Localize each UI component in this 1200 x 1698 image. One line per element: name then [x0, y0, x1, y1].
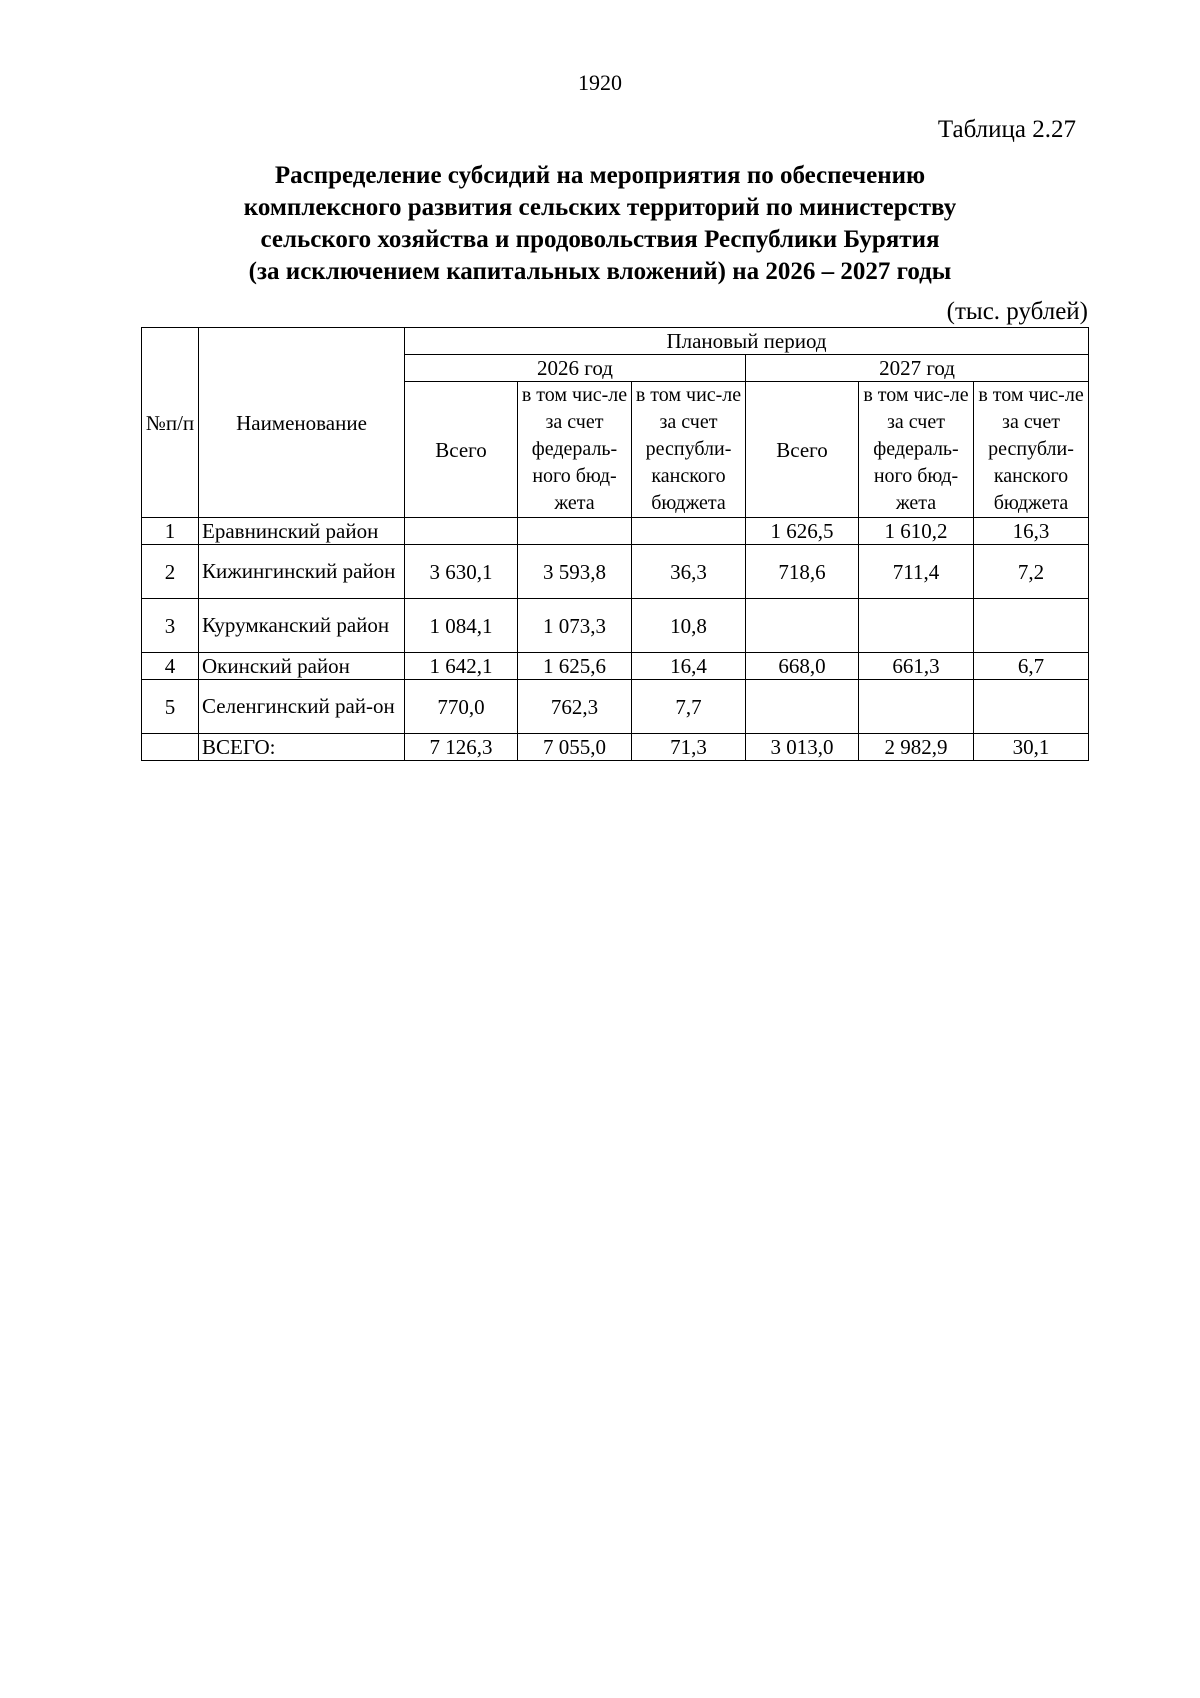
row-num: 5 [142, 680, 199, 734]
table-row [142, 680, 1089, 734]
cell-2027-republic: 7,2 [974, 545, 1089, 599]
cell-2027-republic [974, 680, 1089, 734]
cell-2027-total [746, 680, 859, 734]
cell-2026-federal: 3 593,8 [518, 545, 632, 599]
cell-2026-republic: 71,3 [632, 734, 746, 761]
table-row [142, 599, 1089, 653]
title-line: Распределение субсидий на мероприятия по обеспечению [274, 162, 926, 189]
row-num: 4 [142, 653, 199, 680]
cell-2027-total: 668,0 [746, 653, 859, 680]
total-row [142, 734, 1089, 761]
cell-2026-federal: 1 073,3 [518, 599, 632, 653]
cell-2026-republic: 10,8 [632, 599, 746, 653]
cell-2027-total: 718,6 [746, 545, 859, 599]
row-num: 1 [142, 518, 199, 545]
header-2027-federal: в том чис-ле за счет федераль-ного бюд-жета [859, 382, 974, 518]
cell-2026-total: 1 084,1 [405, 599, 518, 653]
cell-2026-total: 3 630,1 [405, 545, 518, 599]
cell-2026-republic: 16,4 [632, 653, 746, 680]
cell-2027-federal: 1 610,2 [859, 518, 974, 545]
table-label: Таблица 2.27 [937, 116, 1076, 143]
cell-2027-republic [974, 599, 1089, 653]
row-name: Еравнинский район [199, 518, 405, 545]
row-name: Кижингинский район [199, 545, 405, 599]
header-2027-republic: в том чис-ле за счет республи-канского бюджета [974, 382, 1089, 518]
document-title [140, 160, 1060, 288]
title-line: комплексного развития сельских территорий по министерству [243, 194, 957, 221]
cell-2026-total: 7 126,3 [405, 734, 518, 761]
cell-2027-republic: 30,1 [974, 734, 1089, 761]
table-header [142, 328, 1089, 518]
cell-2027-federal [859, 599, 974, 653]
row-num: 3 [142, 599, 199, 653]
cell-2027-federal: 711,4 [859, 545, 974, 599]
row-name: Селенгинский рай-он [199, 680, 405, 734]
row-num [142, 734, 199, 761]
header-2026-total: Всего [405, 382, 518, 518]
header-2026-federal: в том чис-ле за счет федераль-ного бюд-жета [518, 382, 632, 518]
cell-2026-total [405, 518, 518, 545]
cell-2026-total: 1 642,1 [405, 653, 518, 680]
cell-2027-federal: 2 982,9 [859, 734, 974, 761]
cell-2027-total: 3 013,0 [746, 734, 859, 761]
units-label: (тыс. рублей) [946, 298, 1088, 325]
title-line: сельского хозяйства и продовольствия Республики Бурятия [260, 226, 940, 253]
cell-2026-republic [632, 518, 746, 545]
cell-2027-total [746, 599, 859, 653]
cell-2027-republic: 6,7 [974, 653, 1089, 680]
cell-2026-federal: 7 055,0 [518, 734, 632, 761]
cell-2027-federal: 661,3 [859, 653, 974, 680]
table-row [142, 518, 1089, 545]
cell-2026-federal: 1 625,6 [518, 653, 632, 680]
header-period: Плановый период [405, 328, 1089, 355]
cell-2027-federal [859, 680, 974, 734]
cell-2026-total: 770,0 [405, 680, 518, 734]
table-row [142, 545, 1089, 599]
title-line: (за исключением капитальных вложений) на 2026 – 2027 годы [248, 258, 952, 285]
header-num: №п/п [142, 328, 199, 518]
table-body [142, 518, 1089, 761]
header-2026-republic: в том чис-ле за счет республи-канского бюджета [632, 382, 746, 518]
header-year-2027: 2027 год [746, 355, 1089, 382]
header-name: Наименование [199, 328, 405, 518]
page-number: 1920 [578, 70, 622, 95]
table-row [142, 653, 1089, 680]
cell-2026-republic: 36,3 [632, 545, 746, 599]
header-year-2026: 2026 год [405, 355, 746, 382]
header-2027-total: Всего [746, 382, 859, 518]
row-num: 2 [142, 545, 199, 599]
cell-2027-total: 1 626,5 [746, 518, 859, 545]
cell-2026-republic: 7,7 [632, 680, 746, 734]
row-name: Окинский район [199, 653, 405, 680]
cell-2026-federal: 762,3 [518, 680, 632, 734]
row-name: ВСЕГО: [199, 734, 405, 761]
row-name: Курумканский район [199, 599, 405, 653]
subsidy-table [141, 327, 1089, 761]
cell-2027-republic: 16,3 [974, 518, 1089, 545]
cell-2026-federal [518, 518, 632, 545]
